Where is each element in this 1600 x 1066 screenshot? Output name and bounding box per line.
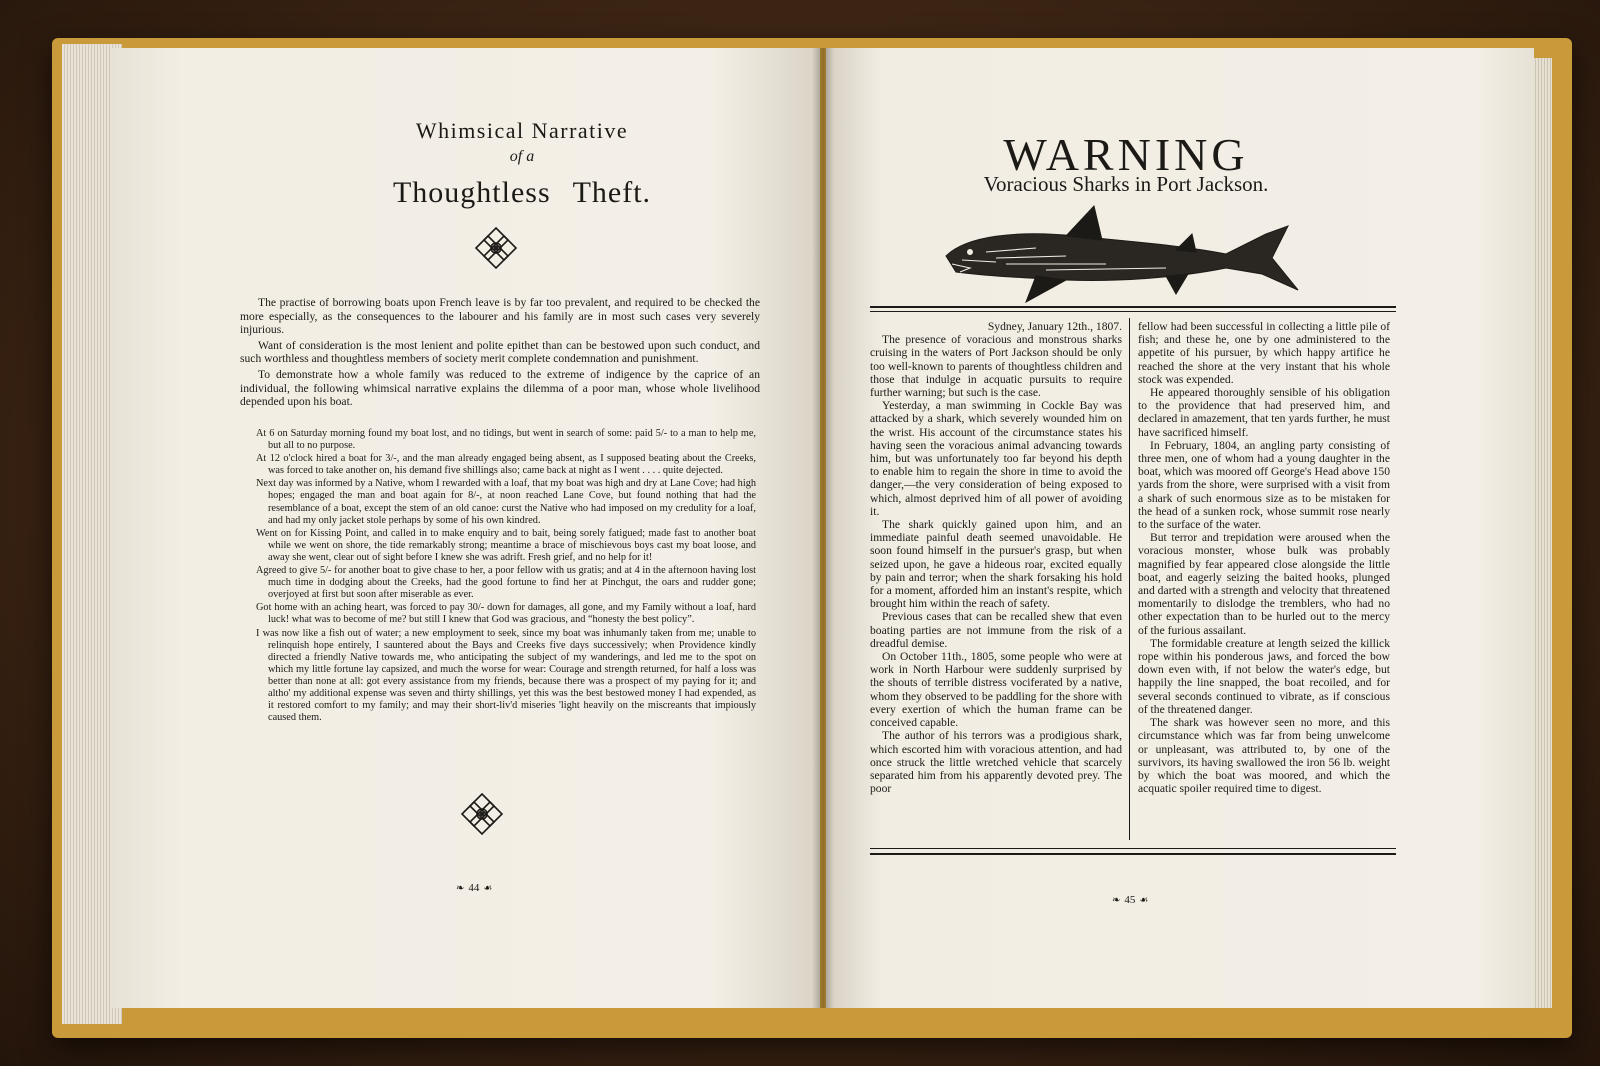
- page-ornament-icon: ❧: [456, 883, 465, 894]
- dateline: Sydney, January 12th., 1807.: [987, 320, 1122, 333]
- warning-title: WARNING: [1003, 129, 1249, 180]
- article-column-2: [1138, 320, 1390, 795]
- page-ornament-icon: ☙: [1139, 895, 1149, 906]
- diary-entries: [256, 428, 756, 725]
- right-page: [826, 48, 1534, 1008]
- intro-paragraph: To demonstrate how a whole family was reduced to the extreme of indigence by the caprice of an individual, the following whimsical narrative explains the dilemma of a poor man, whose whole livelihood depended upon his boat.: [240, 367, 760, 409]
- article-paragraph: He appeared thoroughly sensible of his obligation to the providence that had preserved him, and declared in amazement, that ten yards further, he must have sacrificed himself.: [1138, 386, 1390, 439]
- article-paragraph: But terror and trepidation were aroused when the voracious monster, whose bulk was probably magnified by fear appeared close alongside the little boat, and eagerly seizing the baited hooks, plunged and darted with a strength and velocity that threatened momentarily to dislodge the tremblers, who had no other expectation than to be hurled out to the mercy of the furious assailant.: [1138, 531, 1390, 637]
- page-number-right: [1108, 894, 1152, 906]
- rule-bottom: [870, 853, 1396, 855]
- left-page: [112, 48, 820, 1008]
- rule-top-thin: [870, 311, 1396, 312]
- column-divider: [1129, 318, 1130, 840]
- book-gutter: [812, 48, 834, 1008]
- warning-subtitle: Voracious Sharks in Port Jackson.: [983, 172, 1269, 196]
- article-paragraph: Yesterday, a man swimming in Cockle Bay was attacked by a shark, which severely wounded him on the wrist. His account of the circumstance states his having seen the voracious animal advancing towards him, but was unfortunately too far beyond his depth to enable him to regain the shore in time to avoid the danger,—the very consideration of being exposed to which, almost deprived him of all power of avoiding it.: [870, 399, 1122, 518]
- diary-entry: At 6 on Saturday morning found my boat lost, and no tidings, but went in search of some: paid 5/- to a man to help me, but all to no purpose.: [256, 428, 756, 452]
- intro-paragraph: The practise of borrowing boats upon French leave is by far too prevalent, and required to be checked the more especially, as the consequences to the labourer and his family are in most such cases very severely injurious.: [240, 296, 760, 337]
- diary-entry: I was now like a fish out of water; a new employment to seek, since my boat was inhumanly taken from me; unable to relinquish hope entirely, I sauntered about the Bays and Creeks five days successively; when Providence kindly directed a friendly Native towards me, who anticipating the subject of my wanderings, and led me to the spot on which my little fortune lay capsized, and much the worse for wear: Courage and strength returned, for half a loss was better than none at all: got every assistance from my friends, because there was a prospect of my paying for it; and altho' my additional expense was seven and thirty shillings, yet this was the best bestowed money I had expended, as it restored comfort to my family; and may their short-liv'd miseries 'light heavily on the miscreants that impiously caused them.: [256, 627, 756, 724]
- page-ornament-icon: ❧: [1112, 895, 1121, 906]
- ornament-icon: [460, 792, 504, 836]
- intro-paragraph: Want of consideration is the most lenient and polite epithet than can be bestowed upon such conduct, and such worthless and thoughtless members of society merit complete condemnation and punishment.: [240, 338, 760, 366]
- diary-entry: Got home with an aching heart, was forced to pay 30/- down for damages, all gone, and my Family without a loaf, hard luck! what was to become of me? but still I knew that God was gracious, and “honesty the best policy”.: [256, 602, 756, 626]
- article-paragraph: On October 11th., 1805, some people who were at work in North Harbour were suddenly surprised by the shouts of terrible distress vociferated by a native, whom they observed to be paddling for the shore with every exertion of which the human frame can be conceived capable.: [870, 650, 1122, 730]
- article-paragraph: In February, 1804, an angling party consisting of three men, one of whom had a young daughter in the boat, which was moored off George's Head above 150 yards from the shore, were surprised with a visit from a shark of such enormous size as to be mistaken for the head of a sunken rock, whose summit rose nearly to the surface of the water.: [1138, 438, 1390, 532]
- rule-bottom-thin: [870, 848, 1396, 849]
- article-paragraph: The author of his terrors was a prodigious shark, which escorted him with voracious attention, and had once struck the little wretched vehicle that scarcely separated him from his apparently devoted prey. The poor: [870, 729, 1122, 796]
- left-title-line1: Whimsical Narrative: [415, 118, 629, 143]
- diary-entry: Went on for Kissing Point, and called in to make enquiry and to bait, being sorely fatigued; made fast to another boat while we went on shore, the tide remarkably strong; meantime a brace of mischievous boys cast my boat loose, and away she went, clear out of sight before I knew she was adrift. Fresh grief, and no help for it!: [256, 527, 756, 563]
- page-number-text: 44: [468, 882, 480, 894]
- page-ornament-icon: ☙: [483, 883, 493, 894]
- article-paragraph: Previous cases that can be recalled shew that even boating parties are not immune from the risk of a dreadful demise.: [870, 610, 1122, 650]
- diary-entry: Agreed to give 5/- for another boat to give chase to her, a poor fellow with us gratis; and at 4 in the afternoon having lost much time in dodging about the Creeks, had the good fortune to find her at Pinchgut, the oars and rudder gone; overjoyed at first but soon after miserable as ever.: [256, 565, 756, 601]
- article-paragraph: The shark was however seen no more, and this circumstance which was far from being unwelcome or unpleasant, was attributed to, by one of the survivors, its having swallowed the iron 56 lb. weight by which the boat was moored, and which the acquatic spoiler required time to digest.: [1138, 716, 1390, 796]
- intro-text: [240, 296, 760, 411]
- article-paragraph: The shark quickly gained upon him, and an immediate painful death seemed unavoidable. He soon found himself in the pursuer's grasp, but when seized upon, he gave a hideous roar, excited equally by pain and terror; when the shark forsaking his hold for a moment, afforded him an instant's respite, which brought him within the reach of safety.: [870, 518, 1122, 611]
- left-title-line2: of a: [509, 148, 535, 165]
- diary-entry: At 12 o'clock hired a boat for 3/-, and the man already engaged being absent, as I supposed beating about the Creeks, was forced to take another on, his demand five shillings also; came back at night as I went . . . . quite dejected.: [256, 453, 756, 477]
- article-paragraph: The presence of voracious and monstrous sharks cruising in the waters of Port Jackson should be only too well-known to parents of thoughtless children and those that indulge in acquatic pursuits to require further warning; but such is the case.: [870, 333, 1122, 400]
- article-paragraph: fellow had been successful in collecting a little pile of fish; and these he, one by one administered to the appetite of his pursuer, by which happy artifice he reached the shore at the very instant that his whole stock was expended.: [1138, 320, 1390, 386]
- diary-entry: Next day was informed by a Native, whom I rewarded with a loaf, that my boat was high and dry at Lane Cove; had high hopes; engaged the man and boat again for 8/-, at noon reached Lane Cove, but found nothing that had the resemblance of a boat, except the stem of an old canoe: curst the Native who had imposed on my credulity for a loaf, and had my only jacket stole perhaps by some of his own kindred.: [256, 478, 756, 526]
- left-title-line3: Thoughtless Theft.: [392, 176, 652, 209]
- page-number-text: 45: [1124, 894, 1136, 906]
- page-number-left: [452, 882, 496, 894]
- shark-illustration: [926, 198, 1306, 308]
- rule-top: [870, 306, 1396, 308]
- article-column-1: [870, 320, 1122, 795]
- article-paragraph: The formidable creature at length seized the killick rope within his ponderous jaws, and forced the bow down even with, if not below the water's edge, but happily the line snapped, the boat recoiled, and for several seconds continued to vibrate, as if conscious of the threatened danger.: [1138, 636, 1390, 716]
- ornament-icon: [474, 226, 518, 270]
